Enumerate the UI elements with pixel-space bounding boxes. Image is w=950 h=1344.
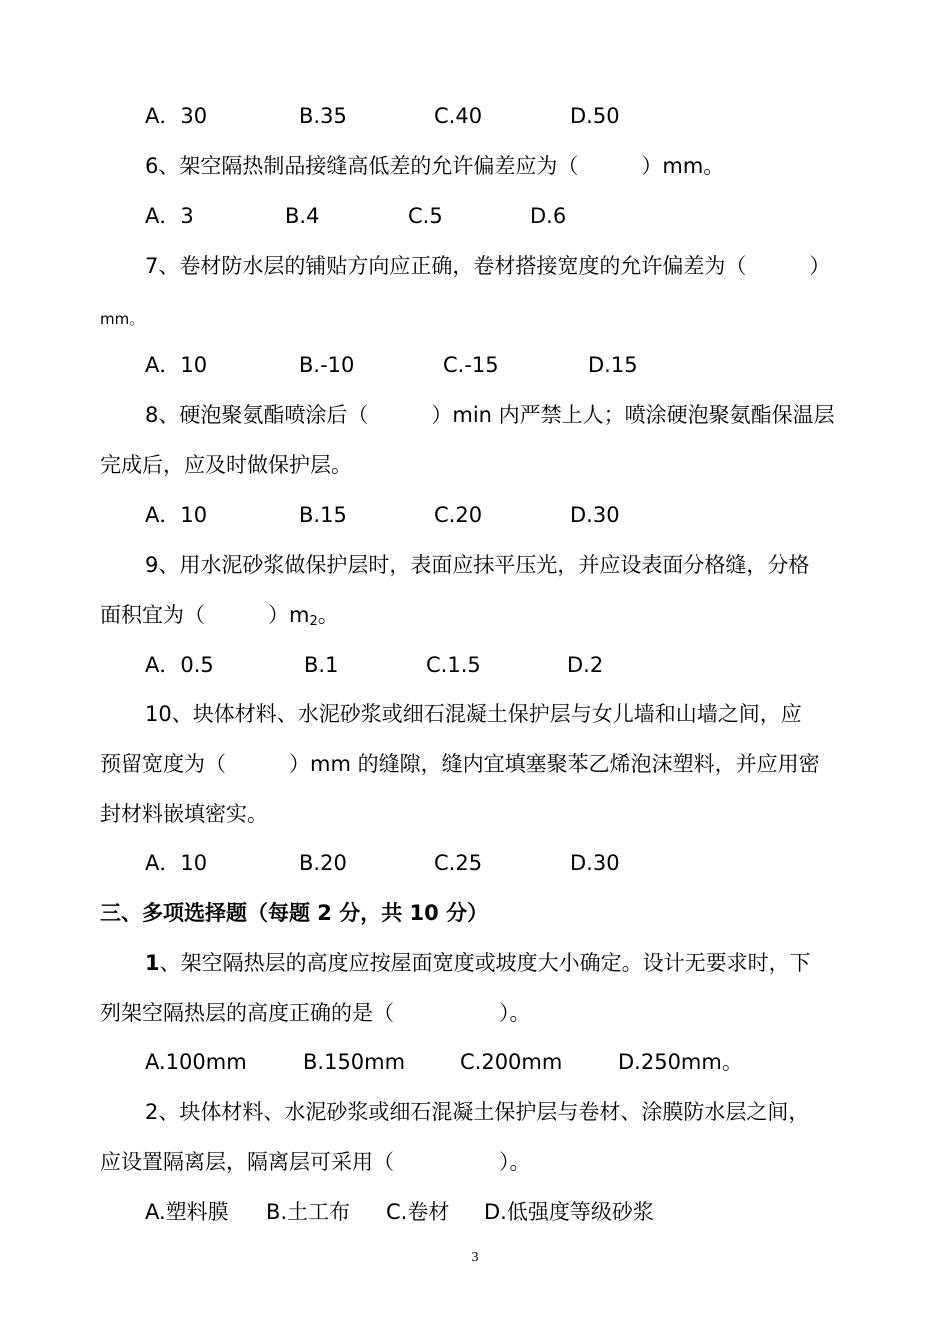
q10-text-line1: 10、块体材料、水泥砂浆或细石混凝土保护层与女儿墙和山墙之间，应 [145, 702, 802, 726]
m2-option-d: D.低强度等级砂浆 [484, 1200, 654, 1224]
q9-line2-end: 。 [317, 603, 339, 627]
q5-option-d: D.50 [570, 104, 620, 128]
q10-text-line3: 封材料嵌填密实。 [100, 802, 268, 826]
m1-text-line1 [145, 948, 811, 978]
q5-option-a: A．30 [145, 104, 208, 128]
q6-option-b: B.4 [285, 204, 320, 228]
q10-text-line2: 预留宽度为（ ）mm 的缝隙，缝内宜填塞聚苯乙烯泡沫塑料，并应用密 [100, 752, 820, 776]
m2-option-b: B.土工布 [266, 1200, 351, 1224]
q8-option-d: D.30 [570, 503, 620, 527]
q7-text-line2: mm。 [100, 310, 145, 328]
q7-option-d: D.15 [588, 353, 638, 377]
m2-option-c: C.卷材 [386, 1200, 450, 1224]
q7-option-b: B.-10 [299, 353, 355, 377]
q6-option-c: C.5 [408, 204, 443, 228]
q9-option-d: D.2 [567, 653, 604, 677]
q9-option-a: A．0.5 [145, 653, 214, 677]
m2-text-line2: 应设置隔离层，隔离层可采用（ ）。 [100, 1150, 531, 1174]
q8-option-a: A．10 [145, 503, 208, 527]
q8-option-c: C.20 [434, 503, 483, 527]
m2-text-line1: 2、块体材料、水泥砂浆或细石混凝土保护层与卷材、涂膜防水层之间， [145, 1100, 810, 1124]
q9-option-b: B.1 [304, 653, 339, 677]
q9-option-c: C.1.5 [426, 653, 481, 677]
q9-text-line1: 9、用水泥砂浆做保护层时，表面应抹平压光，并应设表面分格缝，分格 [145, 553, 810, 577]
m1-option-d: D.250mm。 [618, 1050, 743, 1074]
q7-option-a: A．10 [145, 353, 208, 377]
q6-option-d: D.6 [530, 204, 567, 228]
m1-option-a: A.100mm [145, 1050, 247, 1074]
m1-option-b: B.150mm [303, 1050, 406, 1074]
m1-line1-text: 、架空隔热层的高度应按屋面宽度或坡度大小确定。设计无要求时，下 [159, 951, 811, 975]
q8-text-line1: 8、硬泡聚氨酯喷涂后（ ）min 内严禁上人；喷涂硬泡聚氨酯保温层 [145, 403, 835, 427]
q9-line2-main: 面积宜为（ ）m [100, 603, 310, 627]
q6-option-a: A．3 [145, 204, 194, 228]
page-number: 3 [471, 1250, 479, 1265]
q9-text-line2 [100, 600, 339, 637]
q8-option-b: B.15 [299, 503, 347, 527]
q10-option-b: B.20 [299, 851, 347, 875]
m1-number: 1 [145, 951, 160, 975]
q5-option-b: B.35 [299, 104, 347, 128]
m2-option-a: A.塑料膜 [145, 1200, 229, 1224]
section-heading: 三、多项选择题（每题 2 分，共 10 分） [100, 901, 489, 925]
q10-option-a: A．10 [145, 851, 208, 875]
m1-text-line2: 列架空隔热层的高度正确的是（ ）。 [100, 1001, 531, 1025]
q10-option-d: D.30 [570, 851, 620, 875]
q9-line2-subscript: 2 [309, 614, 318, 629]
m1-option-c: C.200mm [460, 1050, 563, 1074]
q7-option-c: C.-15 [443, 353, 499, 377]
q6-text: 6、架空隔热制品接缝高低差的允许偏差应为（ ）mm。 [145, 154, 725, 178]
q10-option-c: C.25 [434, 851, 483, 875]
q5-option-c: C.40 [434, 104, 483, 128]
q8-text-line2: 完成后，应及时做保护层。 [100, 453, 352, 477]
q7-text-line1: 7、卷材防水层的铺贴方向应正确，卷材搭接宽度的允许偏差为（ ） [145, 254, 831, 278]
